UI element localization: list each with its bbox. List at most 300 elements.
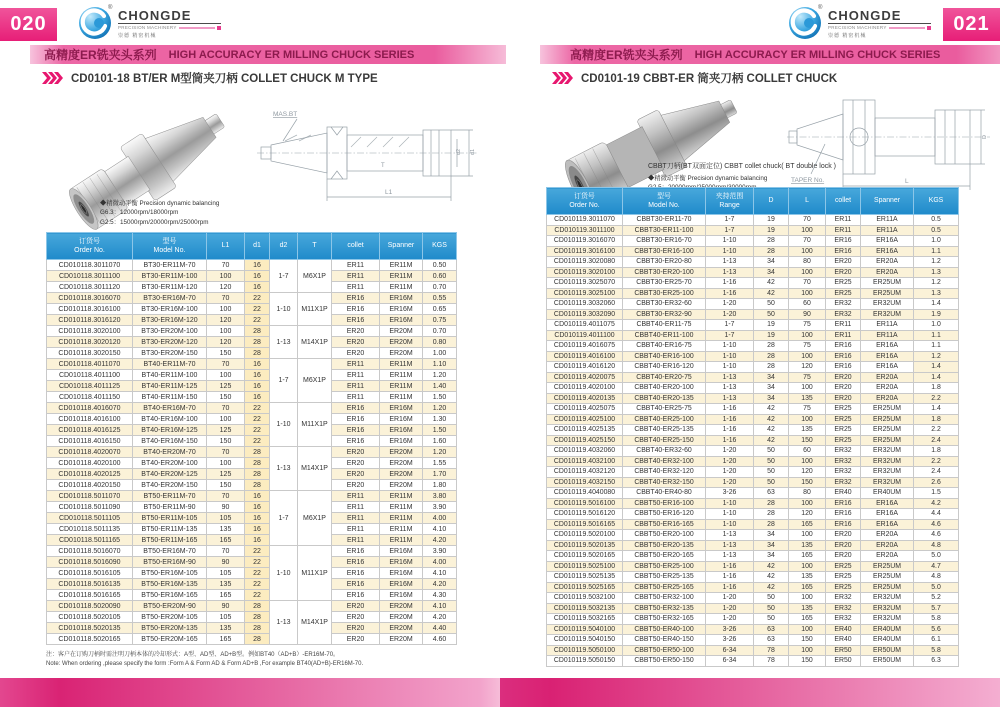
table-cell: 1-10 bbox=[270, 293, 298, 326]
table-cell: ER32UM bbox=[861, 477, 914, 488]
table-row bbox=[547, 215, 959, 226]
table-cell: BT50-ER11M-70 bbox=[133, 491, 207, 502]
table-cell: 3.90 bbox=[423, 502, 457, 513]
table-cell: 150 bbox=[207, 436, 245, 447]
table-cell: ER32UM bbox=[861, 593, 914, 604]
table-cell: ER25UM bbox=[861, 404, 914, 415]
table-cell: 1-10 bbox=[706, 246, 754, 257]
table-cell: 28 bbox=[245, 601, 270, 612]
table-cell: ER20M bbox=[380, 447, 423, 458]
table-cell: 1.1 bbox=[914, 330, 959, 341]
table-cell: ER20 bbox=[826, 267, 861, 278]
table-cell: 42 bbox=[754, 582, 789, 593]
table-cell: BT40-ER11M-150 bbox=[133, 392, 207, 403]
table-cell: ER20 bbox=[826, 393, 861, 404]
column-header: L bbox=[789, 188, 826, 215]
table-cell: 1-13 bbox=[706, 551, 754, 562]
table-cell: 16 bbox=[245, 271, 270, 282]
table-cell: ER16 bbox=[826, 351, 861, 362]
table-cell: ER32 bbox=[826, 309, 861, 320]
table-cell: 4.00 bbox=[423, 557, 457, 568]
table-cell: ER11 bbox=[332, 282, 380, 293]
table-row bbox=[547, 519, 959, 530]
table-cell: CD010119.5020100 bbox=[547, 530, 623, 541]
table-cell: 1-13 bbox=[270, 326, 298, 359]
table-cell: 3.90 bbox=[423, 546, 457, 557]
table-cell: 2.6 bbox=[914, 477, 959, 488]
table-cell: 120 bbox=[207, 282, 245, 293]
table-cell: ER11M bbox=[380, 381, 423, 392]
table-cell: ER16A bbox=[861, 498, 914, 509]
drawing-label-T: T bbox=[381, 163, 385, 169]
table-cell: BT40-ER16M-70 bbox=[133, 403, 207, 414]
table-cell: ER11 bbox=[826, 320, 861, 331]
table-cell: M11X1P bbox=[298, 403, 332, 447]
table-cell: ER20 bbox=[332, 326, 380, 337]
table-row bbox=[547, 372, 959, 383]
table-cell: CD010119.4025100 bbox=[547, 414, 623, 425]
table-cell: 1-7 bbox=[706, 215, 754, 226]
table-cell: 1.80 bbox=[423, 480, 457, 491]
table-cell: BT50-ER20M-135 bbox=[133, 623, 207, 634]
table-cell: 100 bbox=[789, 645, 826, 656]
table-cell: 4.2 bbox=[914, 498, 959, 509]
table-row bbox=[47, 513, 457, 524]
table-cell: ER32 bbox=[826, 446, 861, 457]
table-row bbox=[47, 436, 457, 447]
table-cell: 120 bbox=[789, 362, 826, 373]
table-cell: 0.5 bbox=[914, 225, 959, 236]
table-row bbox=[547, 288, 959, 299]
table-cell: 100 bbox=[789, 414, 826, 425]
table-row bbox=[47, 425, 457, 436]
table-cell: ER32UM bbox=[861, 467, 914, 478]
table-cell: BT40-ER11M-70 bbox=[133, 359, 207, 370]
table-cell: CD010119.5025100 bbox=[547, 561, 623, 572]
table-cell: 1-7 bbox=[706, 330, 754, 341]
table-cell: 1-10 bbox=[706, 236, 754, 247]
table-cell: 70 bbox=[789, 278, 826, 289]
table-cell: 135 bbox=[789, 572, 826, 583]
table-cell: 4.4 bbox=[914, 509, 959, 520]
table-cell: 28 bbox=[245, 458, 270, 469]
table-cell: BT50-ER11M-90 bbox=[133, 502, 207, 513]
table-cell: 1-10 bbox=[270, 546, 298, 601]
table-cell: 0.70 bbox=[423, 282, 457, 293]
table-cell: ER32 bbox=[826, 467, 861, 478]
table-cell: 70 bbox=[207, 260, 245, 271]
table-cell: ER20A bbox=[861, 383, 914, 394]
table-cell: ER20M bbox=[380, 480, 423, 491]
table-cell: ER11 bbox=[332, 381, 380, 392]
table-cell: ER16 bbox=[332, 590, 380, 601]
table-cell: CD010118.5011090 bbox=[47, 502, 133, 513]
table-cell: 6.3 bbox=[914, 656, 959, 667]
table-cell: 1.3 bbox=[914, 288, 959, 299]
table-cell: BT30-ER16M-100 bbox=[133, 304, 207, 315]
table-cell: 6-34 bbox=[706, 656, 754, 667]
table-cell: 100 bbox=[207, 304, 245, 315]
table-cell: CBBT50-ER16-100 bbox=[623, 498, 706, 509]
table-cell: CD010119.5050150 bbox=[547, 656, 623, 667]
table-cell: 1-13 bbox=[706, 267, 754, 278]
table-header-row bbox=[547, 188, 959, 215]
table-cell: ER20 bbox=[332, 601, 380, 612]
table-cell: ER11M bbox=[380, 282, 423, 293]
table-cell: 22 bbox=[245, 315, 270, 326]
table-row bbox=[47, 480, 457, 491]
table-cell: 4.00 bbox=[423, 513, 457, 524]
table-cell: ER20M bbox=[380, 612, 423, 623]
table-cell: 1-13 bbox=[270, 447, 298, 491]
table-cell: 1-16 bbox=[706, 414, 754, 425]
table-cell: M11X1P bbox=[298, 293, 332, 326]
table-cell: 1-16 bbox=[706, 582, 754, 593]
table-cell: 0.55 bbox=[423, 293, 457, 304]
table-cell: 4.10 bbox=[423, 601, 457, 612]
table-cell: 4.60 bbox=[423, 634, 457, 645]
table-cell: 22 bbox=[245, 590, 270, 601]
table-row bbox=[47, 491, 457, 502]
table-row bbox=[47, 634, 457, 645]
table-cell: 1.1 bbox=[914, 341, 959, 352]
table-cell: M11X1P bbox=[298, 546, 332, 601]
table-row bbox=[47, 623, 457, 634]
table-cell: BT50-ER16M-135 bbox=[133, 579, 207, 590]
table-cell: ER25 bbox=[826, 425, 861, 436]
table-cell: BT40-ER20M-150 bbox=[133, 480, 207, 491]
brand-subtitle: PRECISION MACHINERY bbox=[118, 25, 177, 30]
table-cell: 4.20 bbox=[423, 535, 457, 546]
table-cell: CBBT30-ER25-70 bbox=[623, 278, 706, 289]
table-cell: 165 bbox=[207, 634, 245, 645]
table-cell: CD010119.5016120 bbox=[547, 509, 623, 520]
product-title-left bbox=[42, 70, 378, 86]
table-cell: 63 bbox=[754, 488, 789, 499]
ordering-footnote bbox=[46, 651, 363, 670]
table-cell: ER11 bbox=[332, 535, 380, 546]
logo-pink-dot bbox=[217, 26, 221, 30]
table-cell: 4.20 bbox=[423, 579, 457, 590]
table-header-row bbox=[47, 233, 457, 260]
table-cell: BT40-ER16M-125 bbox=[133, 425, 207, 436]
table-cell: 16 bbox=[245, 535, 270, 546]
column-header: collet bbox=[332, 233, 380, 260]
table-cell: 80 bbox=[789, 488, 826, 499]
table-cell: CD010119.4025150 bbox=[547, 435, 623, 446]
table-cell: 165 bbox=[789, 519, 826, 530]
table-row bbox=[547, 540, 959, 551]
table-cell: ER16A bbox=[861, 341, 914, 352]
table-cell: CD010118.4011125 bbox=[47, 381, 133, 392]
table-cell: 28 bbox=[245, 612, 270, 623]
table-cell: 1-16 bbox=[706, 572, 754, 583]
column-header: Spanner bbox=[861, 188, 914, 215]
table-cell: CD010119.3032060 bbox=[547, 299, 623, 310]
table-cell: 165 bbox=[207, 590, 245, 601]
table-cell: M14X1P bbox=[298, 326, 332, 359]
table-row bbox=[47, 337, 457, 348]
table-cell: BT30-ER11M-120 bbox=[133, 282, 207, 293]
table-cell: 125 bbox=[207, 381, 245, 392]
table-cell: CD010118.3011100 bbox=[47, 271, 133, 282]
table-cell: 105 bbox=[207, 612, 245, 623]
table-cell: CBBT30-ER20-80 bbox=[623, 257, 706, 268]
table-cell: 75 bbox=[789, 320, 826, 331]
table-cell: 16 bbox=[245, 260, 270, 271]
table-cell: CBBT40-ER32-60 bbox=[623, 446, 706, 457]
table-cell: M6X1P bbox=[298, 491, 332, 546]
table-cell: BT30-ER20M-100 bbox=[133, 326, 207, 337]
table-cell: 5.0 bbox=[914, 582, 959, 593]
table-cell: CBBT30-ER16-100 bbox=[623, 246, 706, 257]
table-cell: 1.8 bbox=[914, 414, 959, 425]
balance-line-3: G2.5：15000rpm/20000rpm/25000rpm bbox=[100, 218, 209, 226]
table-cell: ER20 bbox=[332, 634, 380, 645]
table-cell: 63 bbox=[754, 624, 789, 635]
table-cell: ER16A bbox=[861, 519, 914, 530]
table-cell: BT40-ER20M-125 bbox=[133, 469, 207, 480]
table-cell: 28 bbox=[245, 480, 270, 491]
table-cell: 100 bbox=[789, 530, 826, 541]
table-cell: 22 bbox=[245, 414, 270, 425]
table-row bbox=[47, 293, 457, 304]
table-cell: 165 bbox=[789, 551, 826, 562]
table-row bbox=[547, 645, 959, 656]
balance-line-2: G6.3：12000rpm/18000rpm bbox=[100, 209, 179, 217]
table-cell: ER16 bbox=[332, 425, 380, 436]
table-cell: BT30-ER11M-100 bbox=[133, 271, 207, 282]
table-cell: 5.0 bbox=[914, 551, 959, 562]
table-cell: CD010119.5032100 bbox=[547, 593, 623, 604]
table-cell: ER16M bbox=[380, 414, 423, 425]
table-cell: 3-26 bbox=[706, 635, 754, 646]
table-row bbox=[547, 351, 959, 362]
table-cell: 42 bbox=[754, 435, 789, 446]
table-cell: 1.40 bbox=[423, 381, 457, 392]
page-number-right: 021 bbox=[943, 8, 1000, 41]
table-cell: ER25UM bbox=[861, 435, 914, 446]
table-cell: 60 bbox=[789, 446, 826, 457]
table-cell: 90 bbox=[789, 309, 826, 320]
table-cell: ER11M bbox=[380, 260, 423, 271]
table-row bbox=[47, 557, 457, 568]
table-cell: 1-10 bbox=[706, 509, 754, 520]
table-cell: 1-10 bbox=[706, 351, 754, 362]
column-header: d2 bbox=[270, 233, 298, 260]
table-cell: ER20 bbox=[826, 530, 861, 541]
table-cell: CD010118.5016090 bbox=[47, 557, 133, 568]
table-row bbox=[47, 403, 457, 414]
table-cell: CBBT40-ER20-135 bbox=[623, 393, 706, 404]
column-header: L1 bbox=[207, 233, 245, 260]
table-cell: ER11A bbox=[861, 330, 914, 341]
table-cell: 150 bbox=[789, 656, 826, 667]
table-cell: CBBT40-ER25-75 bbox=[623, 404, 706, 415]
table-row bbox=[547, 236, 959, 247]
table-cell: ER32 bbox=[826, 456, 861, 467]
table-cell: 100 bbox=[789, 498, 826, 509]
table-cell: CD010119.3025070 bbox=[547, 278, 623, 289]
table-cell: CBBT30-ER11-70 bbox=[623, 215, 706, 226]
table-row bbox=[547, 393, 959, 404]
table-cell: 135 bbox=[207, 524, 245, 535]
table-cell: CD010118.4020070 bbox=[47, 447, 133, 458]
table-cell: 1.4 bbox=[914, 404, 959, 415]
table-cell: ER11M bbox=[380, 535, 423, 546]
table-cell: CD010118.4020100 bbox=[47, 458, 133, 469]
table-cell: 1.4 bbox=[914, 362, 959, 373]
brand-name: CHONGDE bbox=[118, 9, 221, 24]
table-cell: ER16M bbox=[380, 590, 423, 601]
table-cell: CD010118.4016070 bbox=[47, 403, 133, 414]
table-cell: 1-20 bbox=[706, 446, 754, 457]
table-row bbox=[47, 260, 457, 271]
table-cell: CBBT50-ER16-120 bbox=[623, 509, 706, 520]
globe-logo-icon bbox=[788, 3, 824, 41]
table-cell: CBBT50-ER32-135 bbox=[623, 603, 706, 614]
table-cell: 4.6 bbox=[914, 519, 959, 530]
table-cell: ER16M bbox=[380, 425, 423, 436]
table-cell: 42 bbox=[754, 561, 789, 572]
table-cell: 1-10 bbox=[706, 498, 754, 509]
table-cell: ER11M bbox=[380, 513, 423, 524]
table-cell: 80 bbox=[789, 257, 826, 268]
table-cell: CD010119.4025075 bbox=[547, 404, 623, 415]
table-cell: ER20A bbox=[861, 551, 914, 562]
table-cell: ER20 bbox=[332, 480, 380, 491]
table-cell: ER20 bbox=[332, 458, 380, 469]
table-cell: ER25 bbox=[826, 404, 861, 415]
table-cell: CD010119.4020100 bbox=[547, 383, 623, 394]
table-cell: 100 bbox=[789, 330, 826, 341]
table-cell: 28 bbox=[245, 469, 270, 480]
table-cell: ER16M bbox=[380, 304, 423, 315]
table-cell: 19 bbox=[754, 215, 789, 226]
table-cell: 135 bbox=[207, 579, 245, 590]
table-row bbox=[47, 502, 457, 513]
table-cell: CD010118.4016150 bbox=[47, 436, 133, 447]
table-cell: ER20A bbox=[861, 393, 914, 404]
table-cell: ER25 bbox=[826, 278, 861, 289]
table-cell: BT30-ER16M-120 bbox=[133, 315, 207, 326]
table-cell: 1.5 bbox=[914, 488, 959, 499]
table-cell: ER25 bbox=[826, 414, 861, 425]
table-cell: 6-34 bbox=[706, 645, 754, 656]
table-cell: BT40-ER16M-100 bbox=[133, 414, 207, 425]
table-cell: 1-7 bbox=[270, 359, 298, 403]
table-row bbox=[47, 568, 457, 579]
table-cell: ER20A bbox=[861, 257, 914, 268]
table-cell: CD010118.5016105 bbox=[47, 568, 133, 579]
table-cell: ER11 bbox=[332, 524, 380, 535]
column-header: 订货号 Order No. bbox=[47, 233, 133, 260]
table-cell: ER16 bbox=[332, 546, 380, 557]
table-cell: ER16 bbox=[332, 568, 380, 579]
table-row bbox=[547, 414, 959, 425]
table-row bbox=[547, 456, 959, 467]
table-cell: ER16 bbox=[332, 436, 380, 447]
table-cell: CD010119.5016165 bbox=[547, 519, 623, 530]
table-cell: 1-16 bbox=[706, 561, 754, 572]
table-cell: CD010119.5025135 bbox=[547, 572, 623, 583]
table-row bbox=[47, 348, 457, 359]
chevrons-icon bbox=[42, 72, 65, 84]
table-cell: BT40-ER11M-100 bbox=[133, 370, 207, 381]
table-cell: BT50-ER16M-105 bbox=[133, 568, 207, 579]
table-cell: 1-7 bbox=[706, 320, 754, 331]
table-cell: 16 bbox=[245, 491, 270, 502]
table-cell: 100 bbox=[207, 458, 245, 469]
table-cell: ER11M bbox=[380, 392, 423, 403]
table-cell: 50 bbox=[754, 593, 789, 604]
series-banner-right bbox=[540, 45, 1000, 64]
table-cell: CD010119.4016100 bbox=[547, 351, 623, 362]
table-cell: 135 bbox=[789, 603, 826, 614]
table-cell: 28 bbox=[245, 326, 270, 337]
table-cell: 1-16 bbox=[706, 288, 754, 299]
table-cell: CD010119.4016075 bbox=[547, 341, 623, 352]
footer-bar-left bbox=[0, 678, 500, 707]
table-cell: 1-20 bbox=[706, 477, 754, 488]
table-cell: CBBT40-ER25-135 bbox=[623, 425, 706, 436]
table-cell: ER11M bbox=[380, 491, 423, 502]
table-cell: 0.70 bbox=[423, 326, 457, 337]
table-cell: 2.4 bbox=[914, 435, 959, 446]
series-title-en: HIGH ACCURACY ER MILLING CHUCK SERIES bbox=[168, 48, 415, 61]
table-row bbox=[547, 467, 959, 478]
column-header: 型号 Model No. bbox=[623, 188, 706, 215]
table-cell: 63 bbox=[754, 635, 789, 646]
drawing-label-d2: d2 bbox=[456, 148, 462, 155]
table-cell: 75 bbox=[789, 404, 826, 415]
table-cell: 28 bbox=[245, 634, 270, 645]
table-cell: ER16 bbox=[332, 414, 380, 425]
table-cell: 90 bbox=[207, 502, 245, 513]
table-cell: ER20 bbox=[332, 348, 380, 359]
table-cell: CD010118.4011070 bbox=[47, 359, 133, 370]
table-cell: M6X1P bbox=[298, 359, 332, 403]
spec-table-bt-er-m bbox=[46, 232, 457, 645]
spec-table-cbbt-er bbox=[546, 187, 959, 667]
table-row bbox=[547, 341, 959, 352]
table-cell: BT30-ER20M-120 bbox=[133, 337, 207, 348]
table-cell: 1.8 bbox=[914, 383, 959, 394]
table-cell: ER20 bbox=[332, 447, 380, 458]
table-cell: 100 bbox=[207, 370, 245, 381]
series-title-en: HIGH ACCURACY ER MILLING CHUCK SERIES bbox=[694, 48, 941, 61]
table-cell: 42 bbox=[754, 288, 789, 299]
table-cell: 16 bbox=[245, 524, 270, 535]
drawing-label-L: L bbox=[905, 178, 909, 185]
table-cell: 0.60 bbox=[423, 271, 457, 282]
table-row bbox=[547, 656, 959, 667]
table-cell: 28 bbox=[754, 519, 789, 530]
table-row bbox=[47, 612, 457, 623]
table-cell: 4.8 bbox=[914, 572, 959, 583]
table-cell: CD010119.4020135 bbox=[547, 393, 623, 404]
table-cell: 1-13 bbox=[706, 383, 754, 394]
table-cell: 150 bbox=[789, 635, 826, 646]
table-cell: ER16A bbox=[861, 236, 914, 247]
table-cell: ER11 bbox=[332, 491, 380, 502]
table-cell: ER40UM bbox=[861, 488, 914, 499]
table-cell: 34 bbox=[754, 551, 789, 562]
table-cell: 105 bbox=[207, 513, 245, 524]
footnote-en: Note: When ordering ,please specify the form :Form A & Form AD & Form AD+B ,For example BT40(AD+B)-ER16M-70. bbox=[46, 661, 364, 668]
table-cell: CBBT50-ER20-135 bbox=[623, 540, 706, 551]
table-cell: 28 bbox=[245, 337, 270, 348]
